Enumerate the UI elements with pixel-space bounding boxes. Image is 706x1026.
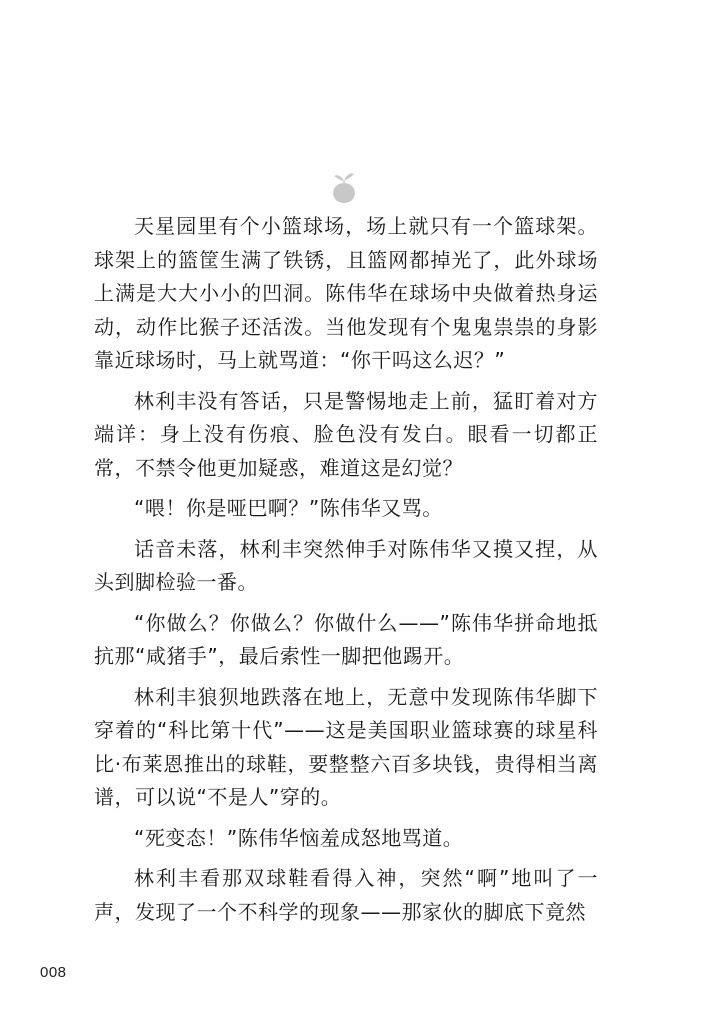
sprouting-seed-icon [323,164,365,206]
paragraph: 林利丰看那双球鞋看得入神，突然“啊”地叫了一声，发现了一个不科学的现象——那家伙的脚底下竟然 [94,866,598,924]
paragraph: “喂！你是哑巴啊？”陈伟华又骂。 [134,496,443,520]
paragraph: 天星园里有个小篮球场，场上就只有一个篮球架。球架上的篮筐生满了铁锈，且篮网都掉光了，此外球场上满是大大小小的凹洞。陈伟华在球场中央做着热身运动，动作比猴子还活泼。当他发现有个鬼鬼祟祟的身影靠近球场时，马上就骂道：“你干吗这么迟？” [94,214,598,372]
paragraph: “死变态！”陈伟华恼羞成怒地骂道。 [134,825,464,850]
page-number: 008 [40,964,67,981]
paragraph: 话音未落，林利丰突然伸手对陈伟华又摸又捏，从头到脚检验一番。 [94,536,598,594]
paragraph: 林利丰狼狈地跌落在地上，无意中发现陈伟华脚下穿着的“科比第十代”——这是美国职业篮球赛的球星科比·布莱恩推出的球鞋，要整整六百多块钱，贵得相当离谱，可以说“不是人”穿的。 [94,684,598,809]
paragraph: “你做么？你做么？你做什么——”陈伟华拼命地抵抗那“咸猪手”，最后索性一脚把他踢开。 [94,610,598,668]
paragraph: 林利丰没有答话，只是警惕地走上前，猛盯着对方端详：身上没有伤痕、脸色没有发白。眼看一切都正常，不禁令他更加疑惑，难道这是幻觉？ [94,388,598,480]
story-text [94,210,598,936]
